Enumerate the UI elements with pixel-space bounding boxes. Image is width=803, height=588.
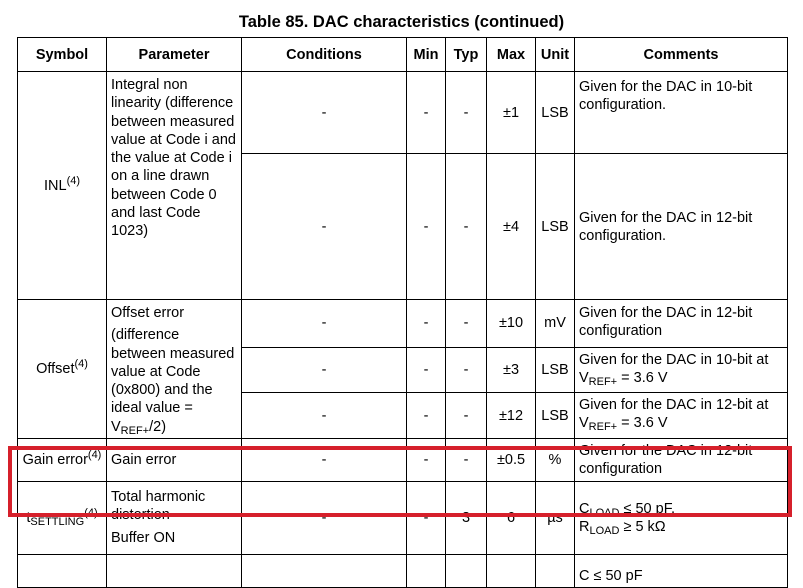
header-min: Min	[407, 38, 446, 72]
symbol-t-settling: $t_{SETTLING}^{(4)}$	[18, 482, 107, 555]
typ-cell: -	[446, 393, 487, 439]
min-cell: -	[407, 393, 446, 439]
max-cell: ±3	[487, 347, 536, 393]
conditions-cell: -	[242, 300, 407, 348]
comment-cell: $C_{LOAD} \le 50$ pF, $R_{LOAD} \ge 5$ kΩ	[575, 482, 788, 555]
max-cell: ±1	[487, 72, 536, 154]
typ-cell: -	[446, 347, 487, 393]
unit-cell: LSB	[536, 154, 575, 300]
table-row	[18, 555, 788, 588]
comment-cell: Given for the DAC in 12-bit configuration.	[575, 154, 788, 300]
parameter-offset: Offset error (difference between measured value at Code (0x800) and the ideal value = $V_{REF+}/2$)	[107, 300, 242, 439]
min-cell: -	[407, 154, 446, 300]
table-row	[18, 300, 788, 348]
table-row	[18, 482, 788, 555]
conditions-cell: -	[242, 393, 407, 439]
header-parameter: Parameter	[107, 38, 242, 72]
typ-cell	[446, 555, 487, 588]
header-unit: Unit	[536, 38, 575, 72]
symbol-inl: INL$^{(4)}$	[18, 72, 107, 300]
conditions-cell	[242, 555, 407, 588]
max-cell: ±10	[487, 300, 536, 348]
typ-cell: -	[446, 154, 487, 300]
parameter-gain-error: Gain error	[107, 439, 242, 482]
symbol-gain-error: Gain error$^{(4)}$	[18, 439, 107, 482]
typ-cell: -	[446, 439, 487, 482]
unit-cell: LSB	[536, 72, 575, 154]
conditions-cell: -	[242, 439, 407, 482]
min-cell: -	[407, 300, 446, 348]
conditions-cell: -	[242, 72, 407, 154]
min-cell: -	[407, 72, 446, 154]
dac-characteristics-table	[17, 37, 788, 588]
header-row	[18, 38, 788, 72]
min-cell: -	[407, 482, 446, 555]
header-conditions: Conditions	[242, 38, 407, 72]
symbol-cell	[18, 555, 107, 588]
comment-cell: Given for the DAC in 12-bit configuration	[575, 439, 788, 482]
unit-cell: mV	[536, 300, 575, 348]
typ-cell: 3	[446, 482, 487, 555]
unit-cell: LSB	[536, 393, 575, 439]
max-cell: ±12	[487, 393, 536, 439]
typ-cell: -	[446, 300, 487, 348]
comment-cell: Given for the DAC in 10-bit configuration.	[575, 72, 788, 154]
max-cell: 6	[487, 482, 536, 555]
unit-cell: µs	[536, 482, 575, 555]
parameter-t-settling: Total harmonic distortion Buffer ON	[107, 482, 242, 555]
max-cell: ±4	[487, 154, 536, 300]
header-max: Max	[487, 38, 536, 72]
parameter-inl: Integral non linearity (difference between measured value at Code i and the value at Code i on a line drawn between Code 0 and last Code 1023)	[107, 72, 242, 300]
min-cell: -	[407, 347, 446, 393]
conditions-cell: -	[242, 154, 407, 300]
conditions-cell: -	[242, 347, 407, 393]
comment-cell: Given for the DAC in 12-bit at $V_{REF+} = 3.6$ V	[575, 393, 788, 439]
comment-cell: Given for the DAC in 12-bit configuration	[575, 300, 788, 348]
header-comments: Comments	[575, 38, 788, 72]
min-cell: -	[407, 439, 446, 482]
table-row	[18, 439, 788, 482]
max-cell: ±0.5	[487, 439, 536, 482]
unit-cell: %	[536, 439, 575, 482]
unit-cell	[536, 555, 575, 588]
conditions-cell: -	[242, 482, 407, 555]
typ-cell: -	[446, 72, 487, 154]
unit-cell: LSB	[536, 347, 575, 393]
comment-cell: C ≤ 50 pF	[575, 555, 788, 588]
table-caption: Table 85. DAC characteristics (continued)	[238, 13, 565, 31]
table-row	[18, 72, 788, 154]
min-cell	[407, 555, 446, 588]
max-cell	[487, 555, 536, 588]
comment-cell: Given for the DAC in 10-bit at $V_{REF+} = 3.6$ V	[575, 347, 788, 393]
header-symbol: Symbol	[18, 38, 107, 72]
header-typ: Typ	[446, 38, 487, 72]
parameter-cell	[107, 555, 242, 588]
symbol-offset: Offset$^{(4)}$	[18, 300, 107, 439]
